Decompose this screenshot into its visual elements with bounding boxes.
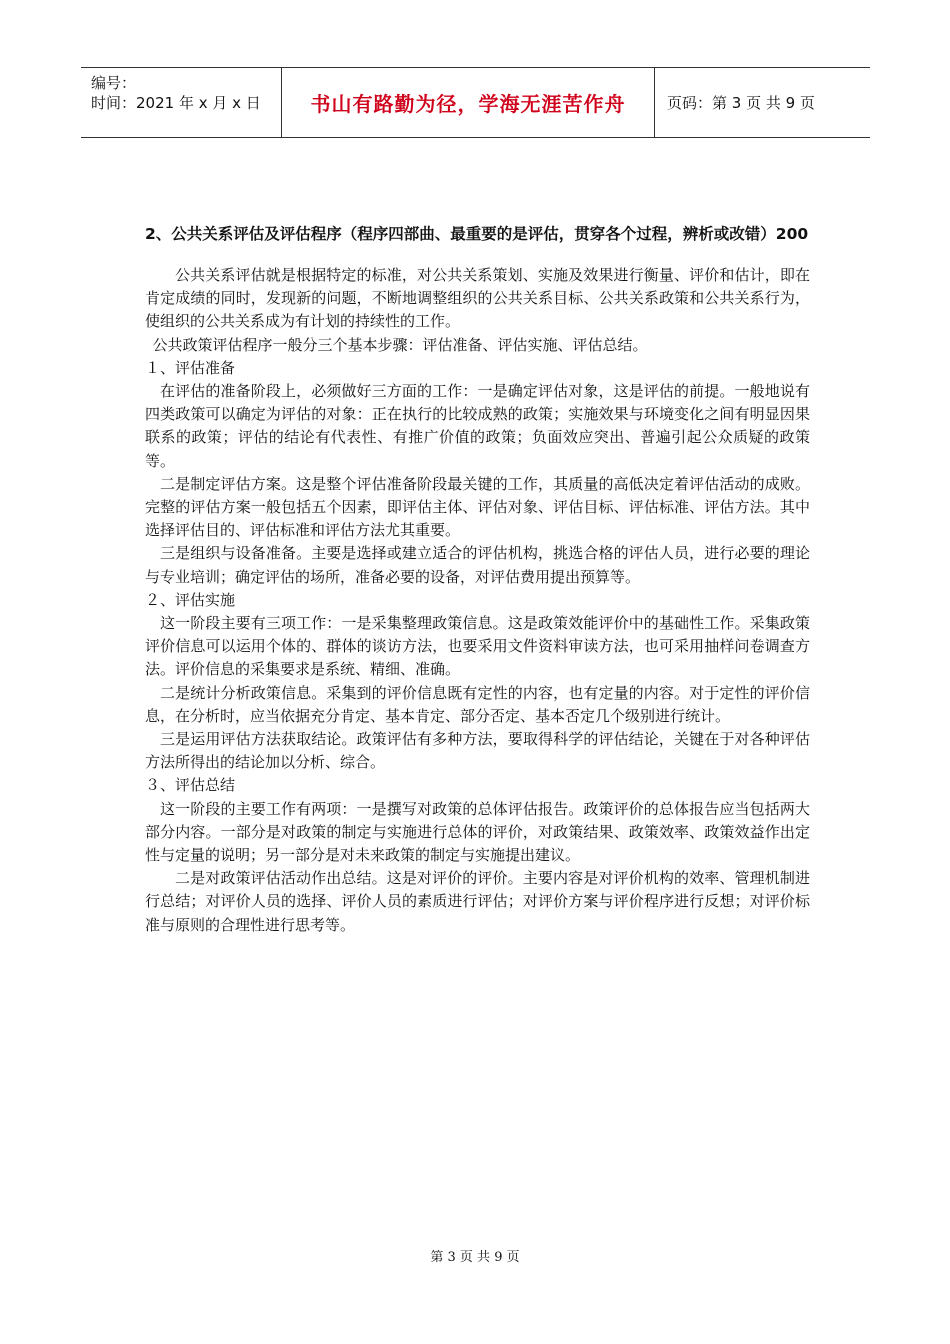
footer-page-number: 第 3 页 共 9 页 [430, 1250, 520, 1265]
subsection-title: ２、评估实施 [145, 590, 236, 609]
page-footer [0, 1246, 950, 1265]
motto-text: 书山有路勤为径，学海无涯苦作舟 [310, 92, 626, 116]
header-motto-cell [282, 68, 655, 137]
paragraph: 三是组织与设备准备。主要是选择或建立适合的评估机构，挑选合格的评估人员，进行必要的理论与专业培训；确定评估的场所，准备必要的设备，对评估费用提出预算等。 [145, 544, 810, 586]
page-label: 页码：第 3 页 共 9 页 [667, 94, 815, 112]
header-page-cell [655, 68, 870, 137]
subsection-title: ３、评估总结 [145, 776, 236, 795]
subsection-title: １、评估准备 [145, 358, 236, 377]
number-label: 编号： [91, 74, 137, 92]
paragraph: 三是运用评估方法获取结论。政策评估有多种方法，要取得科学的评估结论，关键在于对各种评估方法所得出的结论加以分析、综合。 [145, 730, 810, 772]
section-heading: 2、公共关系评估及评估程序（程序四部曲、最重要的是评估，贯穿各个过程，辨析或改错）200 [145, 225, 809, 243]
paragraph: 二是制定评估方案。这是整个评估准备阶段最关键的工作，其质量的高低决定着评估活动的成败。完整的评估方案一般包括五个因素，即评估主体、评估对象、评估目标、评估标准、评估方法。其中选择评估目的、评估标准和评估方法尤其重要。 [145, 474, 810, 540]
page-header [81, 67, 870, 138]
paragraph: 这一阶段的主要工作有两项：一是撰写对政策的总体评估报告。政策评价的总体报告应当包括两大部分内容。一部分是对政策的制定与实施进行总体的评价，对政策结果、政策效率、政策效益作出定性与定量的说明；另一部分是对未来政策的制定与实施提出建议。 [145, 799, 810, 865]
header-meta [81, 68, 282, 137]
time-label: 时间：2021 年 x 月 x 日 [91, 94, 261, 112]
document-body [145, 222, 810, 937]
paragraph: 在评估的准备阶段上，必须做好三方面的工作：一是确定评估对象，这是评估的前提。一般地说有四类政策可以确定为评估的对象：正在执行的比较成熟的政策；实施效果与环境变化之间有明显因果联系的政策；评估的结论有代表性、有推广价值的政策；负面效应突出、普遍引起公众质疑的政策等。 [145, 382, 810, 470]
paragraph: 公共关系评估就是根据特定的标准，对公共关系策划、实施及效果进行衡量、评价和估计，即在肯定成绩的同时，发现新的问题，不断地调整组织的公共关系目标、公共关系政策和公共关系行为，使组织的公共关系成为有计划的持续性的工作。 [145, 266, 810, 331]
paragraph: 二是统计分析政策信息。采集到的评价信息既有定性的内容，也有定量的内容。对于定性的评价信息，在分析时，应当依据充分肯定、基本肯定、部分否定、基本否定几个级别进行统计。 [145, 683, 810, 725]
paragraph: 这一阶段主要有三项工作：一是采集整理政策信息。这是政策效能评价中的基础性工作。采集政策评价信息可以运用个体的、群体的谈访方法，也要采用文件资料审读方法，也可采用抽样问卷调查方法。评价信息的采集要求是系统、精细、准确。 [145, 614, 810, 679]
paragraph: 公共政策评估程序一般分三个基本步骤：评估准备、评估实施、评估总结。 [152, 335, 648, 354]
paragraph: 二是对政策评估活动作出总结。这是对评价的评价。主要内容是对评价机构的效率、管理机制进行总结；对评价人员的选择、评价人员的素质进行评估；对评价方案与评价程序进行反想；对评价标准与原则的合理性进行思考等。 [145, 869, 810, 934]
